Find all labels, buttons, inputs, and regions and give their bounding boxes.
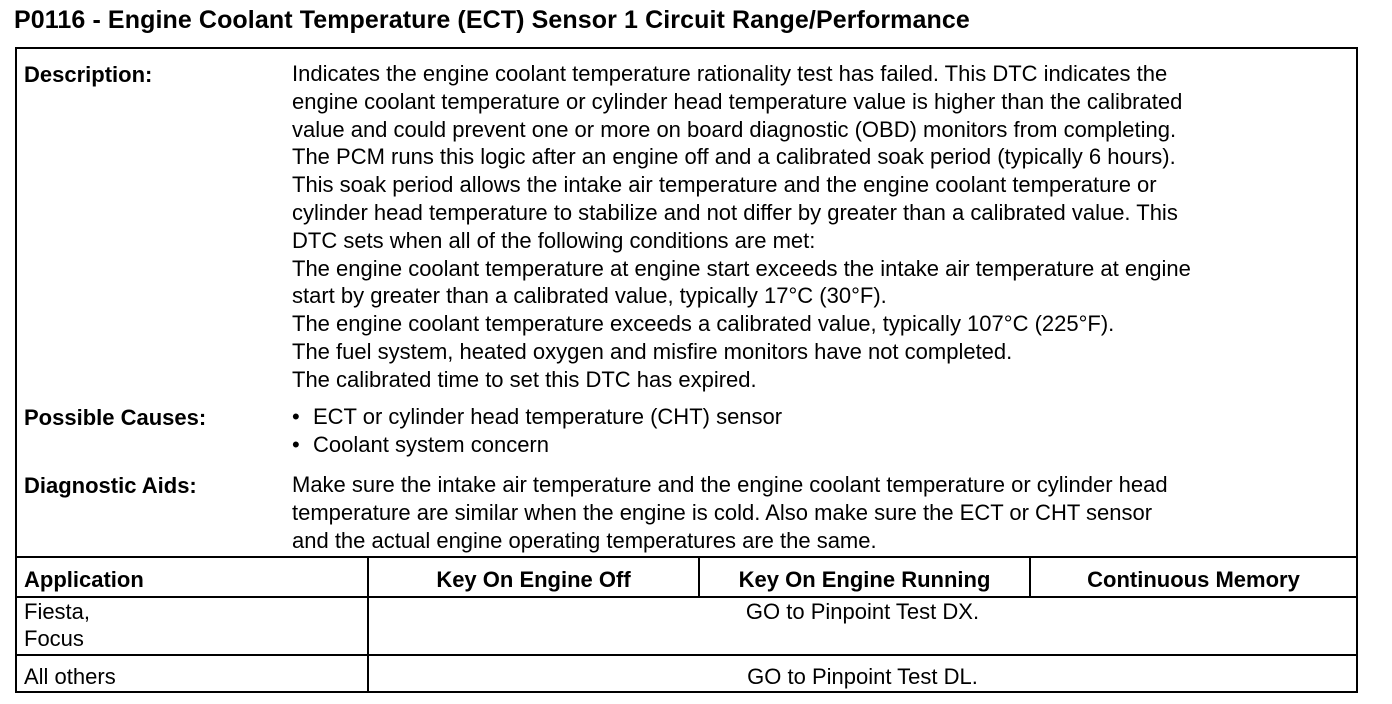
header-application: Application [24, 567, 144, 592]
possible-causes-list [292, 403, 782, 459]
description-line: Indicates the engine coolant temperature rationality test has failed. This DTC indicates the [292, 61, 1168, 86]
diagnostic-aids-label: Diagnostic Aids: [24, 473, 197, 498]
application-line: Fiesta, [24, 599, 91, 624]
description-line: value and could prevent one or more on board diagnostic (OBD) monitors from completing. [292, 116, 1177, 142]
diagnostic-aids-line: temperature are similar when the engine is cold. Also make sure the ECT or CHT sensor [292, 499, 1153, 525]
table-row-application [24, 598, 90, 652]
bullet: • [292, 431, 300, 457]
description-line: cylinder head temperature to stabilize and not differ by greater than a calibrated value. This [292, 199, 1178, 225]
table-row-action: GO to Pinpoint Test DX. [745, 599, 980, 624]
dtc-info-frame [15, 47, 1358, 693]
bullet: • [292, 404, 300, 429]
description-line: DTC sets when all of the following conditions are met: [292, 227, 816, 253]
description-line: start by greater than a calibrated value, typically 17°C (30°F). [292, 283, 887, 309]
description-line: The fuel system, heated oxygen and misfire monitors have not completed. [292, 338, 1013, 364]
description-label: Description: [24, 62, 153, 87]
description-line: engine coolant temperature or cylinder head temperature value is higher than the calibrated [292, 88, 1183, 114]
description-line: The calibrated time to set this DTC has expired. [292, 366, 757, 392]
row-divider [17, 654, 1356, 656]
description-line: The engine coolant temperature at engine start exceeds the intake air temperature at engine [292, 255, 1191, 281]
diagnostic-aids-line: Make sure the intake air temperature and the engine coolant temperature or cylinder head [292, 472, 1168, 497]
table-row-application: All others [24, 664, 116, 689]
description-text [292, 60, 1191, 394]
possible-causes-label: Possible Causes: [24, 405, 207, 430]
description-line: The PCM runs this logic after an engine off and a calibrated soak period (typically 6 hours). [292, 144, 1176, 170]
header-koeo: Key On Engine Off [436, 567, 631, 592]
diagnostic-aids-text [292, 471, 1168, 554]
list-item [292, 403, 782, 431]
header-continuous-memory: Continuous Memory [1087, 567, 1300, 592]
cause-text: Coolant system concern [313, 431, 549, 457]
table-top-divider [17, 556, 1356, 558]
header-koer: Key On Engine Running [738, 567, 991, 592]
description-line: This soak period allows the intake air temperature and the engine coolant temperature or [292, 172, 1157, 198]
table-row-action: GO to Pinpoint Test DL. [747, 664, 978, 689]
cause-text: ECT or cylinder head temperature (CHT) sensor [313, 404, 783, 429]
page-title: P0116 - Engine Coolant Temperature (ECT) Sensor 1 Circuit Range/Performance [14, 6, 970, 34]
list-item [292, 431, 782, 459]
application-line: Focus [24, 626, 84, 651]
diagnostic-aids-line: and the actual engine operating temperatures are the same. [292, 527, 877, 553]
description-line: The engine coolant temperature exceeds a calibrated value, typically 107°C (225°F). [292, 311, 1115, 337]
